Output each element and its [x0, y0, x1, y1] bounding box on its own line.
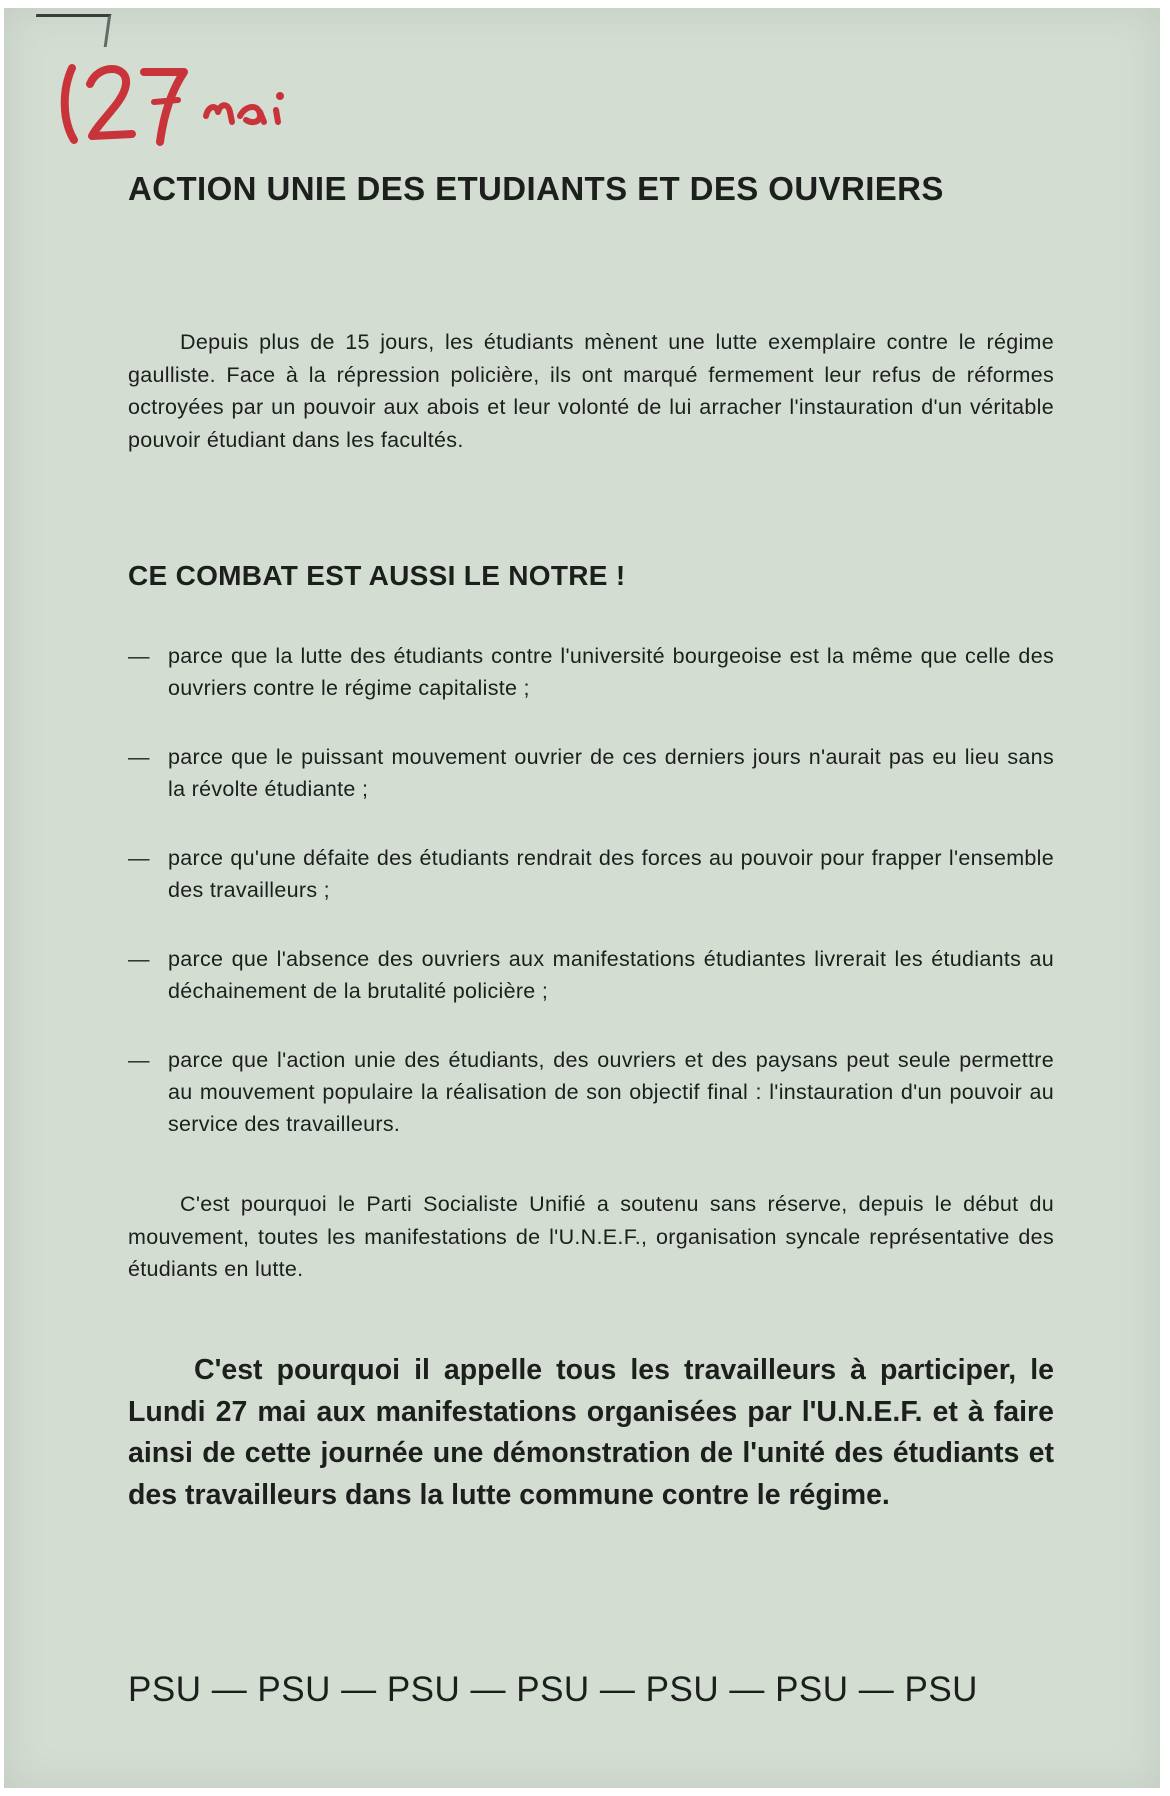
reason-text: parce que le puissant mouvement ouvrier de ces derniers jours n'aurait pas eu lieu sans la révolte étudiante ;	[168, 745, 1054, 801]
dash-bullet: —	[128, 1048, 150, 1072]
leaflet-sheet	[4, 8, 1160, 1788]
reason-text: parce que l'action unie des étudiants, des ouvriers et des paysans peut seule permettre au mouvement populaire la réalisation de son objectif final : l'instauration d'un pouvoir au service des travailleurs.	[168, 1048, 1054, 1136]
reason-text: parce que l'absence des ouvriers aux manifestations étudiantes livrerait les étudiants au déchainement de la brutalité policière ;	[168, 947, 1054, 1003]
dash-bullet: —	[128, 644, 150, 668]
appeal-paragraph: C'est pourquoi il appelle tous les travailleurs à participer, le Lundi 27 mai aux manifestations organisées par l'U.N.E.F. et à faire ainsi de cette journée une démonstration de l'unité des étudiants et des travailleurs dans la lutte commune contre le régime.	[128, 1354, 1054, 1511]
reason-item	[128, 943, 1054, 1007]
reason-text: parce qu'une défaite des étudiants rendrait des forces au pouvoir pour frapper l'ensemble des travailleurs ;	[168, 846, 1054, 902]
dash-bullet: —	[128, 846, 150, 870]
conclusion-paragraph: C'est pourquoi le Parti Socialiste Unifié a soutenu sans réserve, depuis le début du mouvement, toutes les manifestations de l'U.N.E.F., organisation syncale représentative des étudiants en lutte.	[128, 1192, 1054, 1281]
reason-item	[128, 640, 1054, 704]
dash-bullet: —	[128, 947, 150, 971]
section-heading: CE COMBAT EST AUSSI LE NOTRE !	[128, 560, 626, 591]
leaflet-title: ACTION UNIE DES ETUDIANTS ET DES OUVRIERS	[128, 170, 944, 207]
intro-paragraph: Depuis plus de 15 jours, les étudiants mènent une lutte exemplaire contre le régime gaulliste. Face à la répression policière, ils ont marqué fermement leur refus de réformes octroyées par un pouvoir aux abois et leur volonté de lui arracher l'instauration d'un véritable pouvoir étudiant dans les facultés.	[128, 330, 1054, 452]
handwritten-date-annotation	[56, 50, 416, 150]
psu-footer: PSU — PSU — PSU — PSU — PSU — PSU — PSU	[128, 1670, 978, 1709]
reason-item	[128, 741, 1054, 805]
reason-item	[128, 1044, 1054, 1140]
reason-text: parce que la lutte des étudiants contre l'université bourgeoise est la même que celle des ouvriers contre le régime capitaliste ;	[168, 644, 1054, 700]
reason-item	[128, 842, 1054, 906]
staple-mark	[32, 14, 112, 47]
reasons-list	[128, 640, 1054, 1177]
dash-bullet: —	[128, 745, 150, 769]
